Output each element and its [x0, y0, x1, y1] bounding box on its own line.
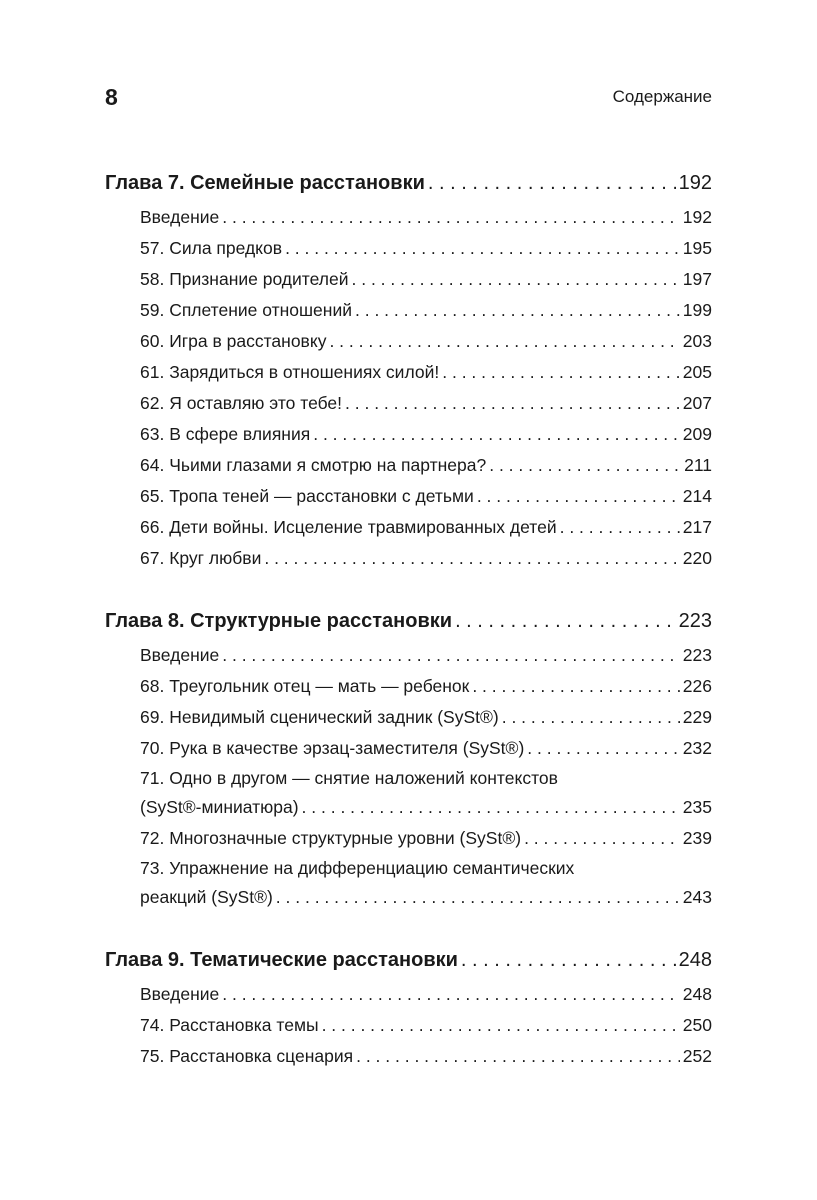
page-ref: 248 [682, 984, 712, 1004]
dot-leader [285, 233, 680, 264]
page-ref: 197 [682, 269, 712, 289]
toc-entry[interactable] [105, 481, 712, 512]
entry-title-line2-row [140, 882, 712, 913]
chapter-8 [105, 604, 712, 913]
page-ref: 209 [682, 424, 712, 444]
dot-leader [527, 733, 680, 764]
chapter-title: Глава 8. Структурные расстановки [105, 610, 453, 632]
toc-entry[interactable] [105, 733, 712, 764]
page-ref: 192 [682, 207, 712, 227]
dot-leader [322, 1010, 680, 1041]
dot-leader [524, 823, 680, 854]
entry-title: 58. Признание родителей [140, 269, 349, 289]
dot-leader [428, 166, 676, 200]
dot-leader [264, 543, 679, 574]
page-number: 8 [105, 84, 118, 110]
toc-entry[interactable] [105, 543, 712, 574]
page-ref: 207 [682, 393, 712, 413]
toc-entry[interactable] [105, 1010, 712, 1041]
entry-title: 60. Игра в расстановку [140, 331, 327, 351]
dot-leader [477, 481, 680, 512]
entry-title: 75. Расстановка сценария [140, 1046, 354, 1066]
dot-leader [329, 326, 679, 357]
entry-title-line1: 71. Одно в другом — снятие наложений контекстов [140, 768, 558, 788]
page-ref: 229 [682, 707, 712, 727]
entry-title: 74. Расстановка темы [140, 1015, 319, 1035]
page-ref: 226 [682, 676, 712, 696]
dot-leader [502, 702, 680, 733]
entry-title: Введение [140, 207, 220, 227]
page-ref: 211 [684, 455, 712, 475]
dot-leader [489, 450, 681, 481]
dot-leader [222, 202, 680, 233]
page-ref: 239 [682, 828, 712, 848]
entry-title: 70. Рука в качестве эрзац-заместителя (SySt®) [140, 738, 525, 758]
toc-entry[interactable] [105, 326, 712, 357]
page-ref: 195 [682, 238, 712, 258]
toc-entry[interactable] [105, 702, 712, 733]
dot-leader [222, 979, 680, 1010]
entry-title: 72. Многозначные структурные уровни (SySt®) [140, 828, 522, 848]
toc-entry[interactable] [105, 388, 712, 419]
entry-title-line2: (SySt®-миниатюра) [140, 797, 299, 817]
dot-leader [302, 792, 680, 823]
toc-entry[interactable] [105, 764, 712, 823]
dot-leader [356, 1041, 680, 1072]
toc-entry[interactable] [105, 357, 712, 388]
toc-entry[interactable] [105, 671, 712, 702]
entry-title-line2-row [140, 792, 712, 823]
entry-title: 66. Дети войны. Исцеление травмированных детей [140, 517, 557, 537]
entry-title: 69. Невидимый сценический задник (SySt®) [140, 707, 499, 727]
running-head: Содержание [612, 87, 712, 106]
page-ref: 243 [682, 887, 712, 907]
page-ref: 252 [682, 1046, 712, 1066]
toc-entry[interactable] [105, 233, 712, 264]
entry-title: 68. Треугольник отец — мать — ребенок [140, 676, 470, 696]
page-ref: 248 [678, 949, 712, 971]
toc-entry[interactable] [105, 419, 712, 450]
toc-entry[interactable] [105, 264, 712, 295]
dot-leader [276, 882, 680, 913]
toc-entry[interactable] [105, 640, 712, 671]
page-ref: 199 [682, 300, 712, 320]
entry-title: 61. Зарядиться в отношениях силой! [140, 362, 440, 382]
entry-title: 67. Круг любви [140, 548, 262, 568]
entry-title: 63. В сфере влияния [140, 424, 311, 444]
toc-entry[interactable] [105, 295, 712, 326]
dot-leader [355, 295, 680, 326]
entry-title: Введение [140, 645, 220, 665]
dot-leader [455, 604, 676, 638]
toc-entry[interactable] [105, 979, 712, 1010]
toc-entry[interactable] [105, 823, 712, 854]
dot-leader [345, 388, 680, 419]
toc-entry[interactable] [105, 450, 712, 481]
dot-leader [222, 640, 680, 671]
dot-leader [560, 512, 680, 543]
chapter-title: Глава 7. Семейные расстановки [105, 172, 425, 194]
dot-leader [442, 357, 680, 388]
page-ref: 192 [678, 172, 712, 194]
dot-leader [472, 671, 679, 702]
entry-title: 57. Сила предков [140, 238, 283, 258]
chapter-heading[interactable] [105, 604, 712, 638]
dot-leader [313, 419, 680, 450]
toc-entry[interactable] [105, 512, 712, 543]
chapter-7 [105, 166, 712, 574]
page-ref: 235 [682, 797, 712, 817]
page-ref: 223 [682, 645, 712, 665]
page-ref: 223 [678, 610, 712, 632]
page-ref: 217 [682, 517, 712, 537]
entry-title-line2: реакций (SySt®) [140, 887, 273, 907]
entry-title: 65. Тропа теней — расстановки с детьми [140, 486, 474, 506]
chapter-heading[interactable] [105, 166, 712, 200]
chapter-heading[interactable] [105, 943, 712, 977]
page-ref: 205 [682, 362, 712, 382]
entry-title-line1: 73. Упражнение на дифференциацию семантических [140, 858, 575, 878]
dot-leader [461, 943, 676, 977]
page-ref: 232 [682, 738, 712, 758]
entry-title: 62. Я оставляю это тебе! [140, 393, 343, 413]
chapter-9 [105, 943, 712, 1072]
page-ref: 214 [682, 486, 712, 506]
page-ref: 220 [682, 548, 712, 568]
dot-leader [352, 264, 680, 295]
page-ref: 250 [682, 1015, 712, 1035]
table-of-contents [105, 166, 712, 1102]
page-ref: 203 [682, 331, 712, 351]
toc-entry[interactable] [105, 854, 712, 913]
chapter-title: Глава 9. Тематические расстановки [105, 949, 458, 971]
entry-title: 64. Чьими глазами я смотрю на партнера? [140, 455, 487, 475]
toc-entry[interactable] [105, 202, 712, 233]
toc-entry[interactable] [105, 1041, 712, 1072]
entry-title: Введение [140, 984, 220, 1004]
entry-title: 59. Сплетение отношений [140, 300, 352, 320]
